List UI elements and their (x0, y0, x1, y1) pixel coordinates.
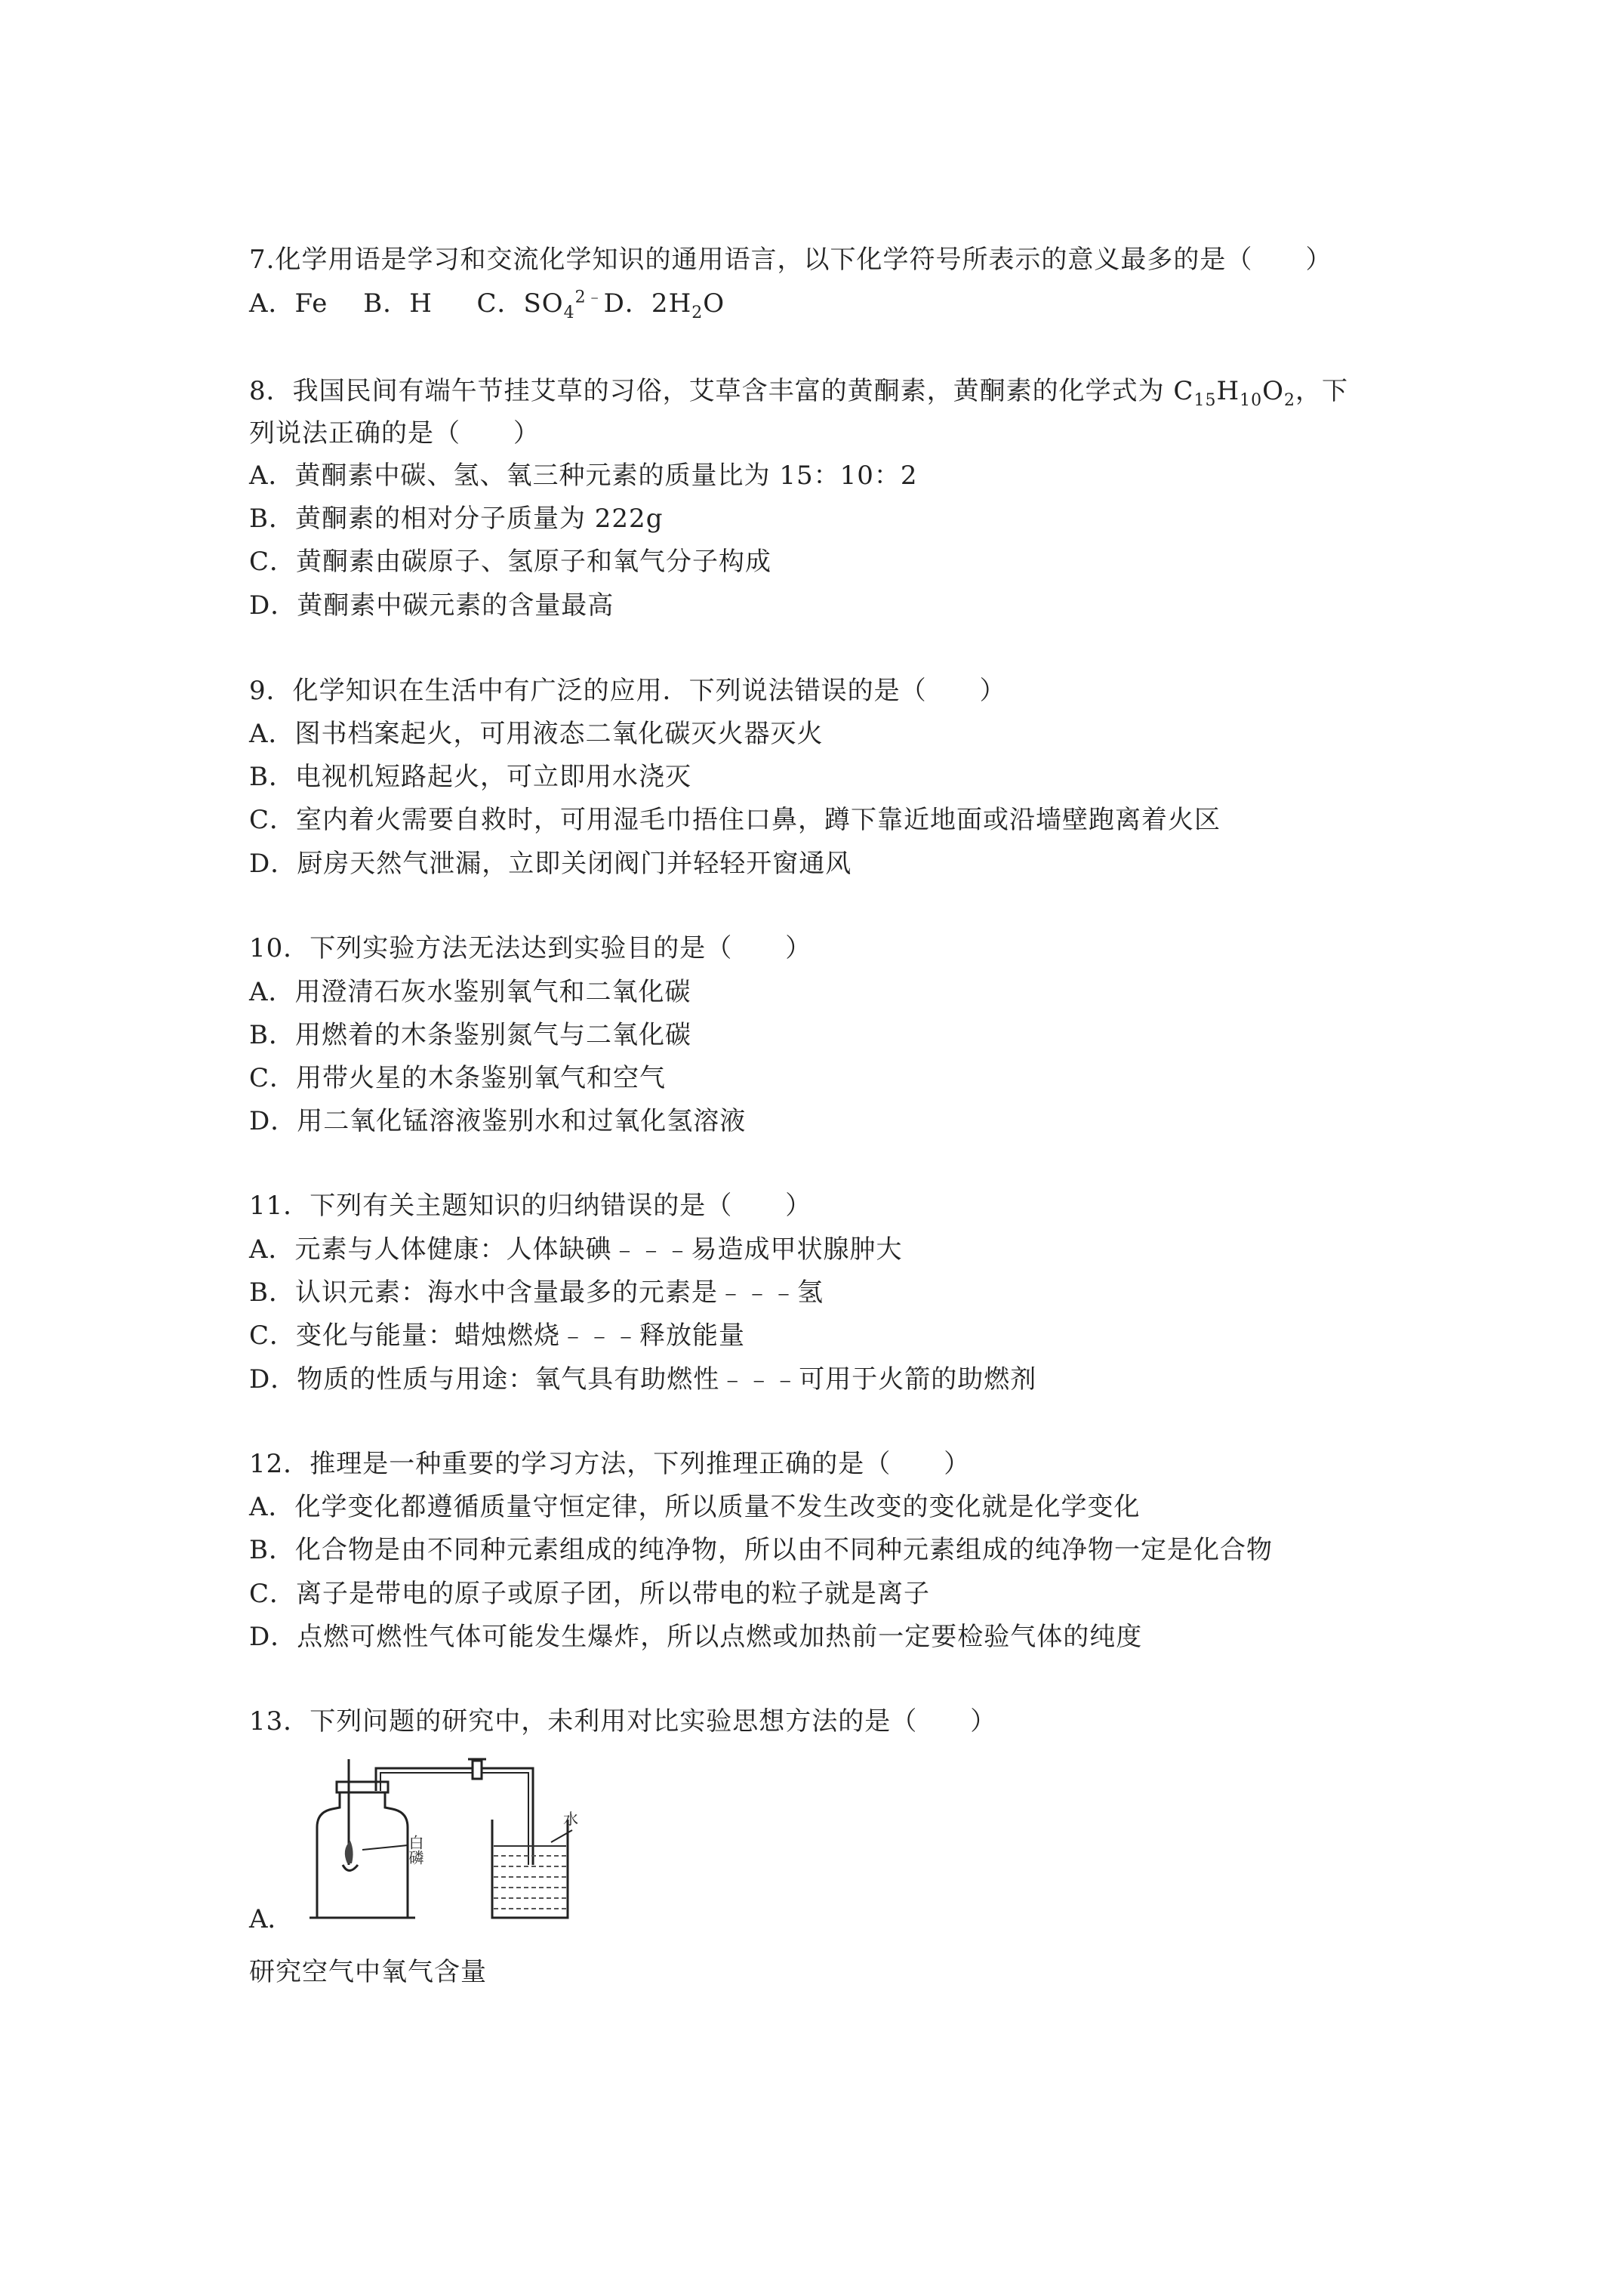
q9-option-a: A．图书档案起火，可用液态二氧化碳灭火器灭火 (249, 719, 824, 749)
q11-option-c: C．变化与能量：蜡烛燃烧﹣﹣﹣释放能量 (249, 1321, 746, 1351)
q9-option-d: D．厨房天然气泄漏，立即关闭阀门并轻轻开窗通风 (249, 849, 852, 879)
q8-option-c: C．黄酮素由碳原子、氢原子和氧气分子构成 (249, 547, 772, 577)
apparatus-diagram (294, 1752, 581, 1925)
q13-option-a-figure (249, 1752, 581, 1933)
q8-option-b: B．黄酮素的相对分子质量为 222g (249, 504, 664, 534)
q9-stem: 9．化学知识在生活中有广泛的应用．下列说法错误的是（ ） (249, 676, 1006, 706)
q13-option-a-caption: 研究空气中氧气含量 (249, 1957, 487, 1987)
q10-option-a: A．用澄清石灰水鉴别氧气和二氧化碳 (249, 977, 691, 1007)
q7-option-d: D．$2H_2O$ (603, 288, 725, 322)
q7-option-a: A．Fe (249, 288, 328, 319)
phosphorus-flame (345, 1841, 353, 1863)
q12-stem: 12．推理是一种重要的学习方法，下列推理正确的是（ ） (249, 1449, 971, 1479)
q13-stem: 13．下列问题的研究中，未利用对比实验思想方法的是（ ） (249, 1706, 997, 1737)
q8-option-d: D．黄酮素中碳元素的含量最高 (249, 590, 614, 621)
q11-stem: 11．下列有关主题知识的归纳错误的是（ ） (249, 1191, 812, 1221)
q7-option-c: C．$SO_4^{2﹣}$ (476, 288, 604, 322)
q13-option-a-label: A． (249, 1904, 294, 1934)
connecting-tube (376, 1768, 533, 1865)
q10-option-d: D．用二氧化锰溶液鉴别水和过氧化氢溶液 (249, 1106, 747, 1136)
spoon-cup (343, 1865, 358, 1871)
q9-option-c: C．室内着火需要自救时，可用湿毛巾捂住口鼻，蹲下靠近地面或沿墙壁跑离着火区 (249, 805, 1221, 835)
q10-stem: 10．下列实验方法无法达到实验目的是（ ） (249, 933, 812, 963)
q11-option-d: D．物质的性质与用途：氧气具有助燃性﹣﹣﹣可用于火箭的助燃剂 (249, 1364, 1037, 1395)
q10-option-c: C．用带火星的木条鉴别氧气和空气 (249, 1063, 667, 1093)
q12-option-b: B．化合物是由不同种元素组成的纯净物，所以由不同种元素组成的纯净物一定是化合物 (249, 1535, 1273, 1565)
q10-option-b: B．用燃着的木条鉴别氮气与二氧化碳 (249, 1020, 691, 1050)
q8-option-a: A．黄酮素中碳、氢、氧三种元素的质量比为 15：10：2 (249, 461, 918, 491)
connecting-tube-inner (380, 1773, 528, 1865)
spring-clamp (473, 1761, 482, 1779)
q12-option-c: C．离子是带电的原子或原子团，所以带电的粒子就是离子 (249, 1579, 931, 1609)
water-label: 水 (563, 1810, 578, 1828)
beaker (492, 1820, 568, 1918)
q9-option-b: B．电视机短路起火，可立即用水浇灭 (249, 762, 691, 792)
q8-stem-line2: 列说法正确的是（ ） (249, 418, 540, 448)
q11-option-a: A．元素与人体健康：人体缺碘﹣﹣﹣易造成甲状腺肿大 (249, 1234, 903, 1265)
q12-option-d: D．点燃可燃性气体可能发生爆炸，所以点燃或加热前一定要检验气体的纯度 (249, 1622, 1143, 1652)
q12-option-a: A．化学变化都遵循质量守恒定律，所以质量不发生改变的变化就是化学变化 (249, 1492, 1141, 1522)
beaker-water (494, 1846, 566, 1909)
white-phosphorus-label: 白磷 (406, 1835, 424, 1865)
q7-option-b: B．H (363, 288, 433, 319)
q7-options (249, 287, 725, 320)
q11-option-b: B．认识元素：海水中含量最多的元素是﹣﹣﹣氢 (249, 1277, 824, 1308)
bottle-outline (317, 1791, 408, 1918)
q8-stem: 8．我国民间有端午节挂艾草的习俗，艾草含丰富的黄酮素，黄酮素的化学式为 $C_{15}H_{10}O_2$，下 (249, 376, 1348, 410)
q7-stem: 7.化学用语是学习和交流化学知识的通用语言，以下化学符号所表示的意义最多的是（ ） (249, 245, 1332, 275)
